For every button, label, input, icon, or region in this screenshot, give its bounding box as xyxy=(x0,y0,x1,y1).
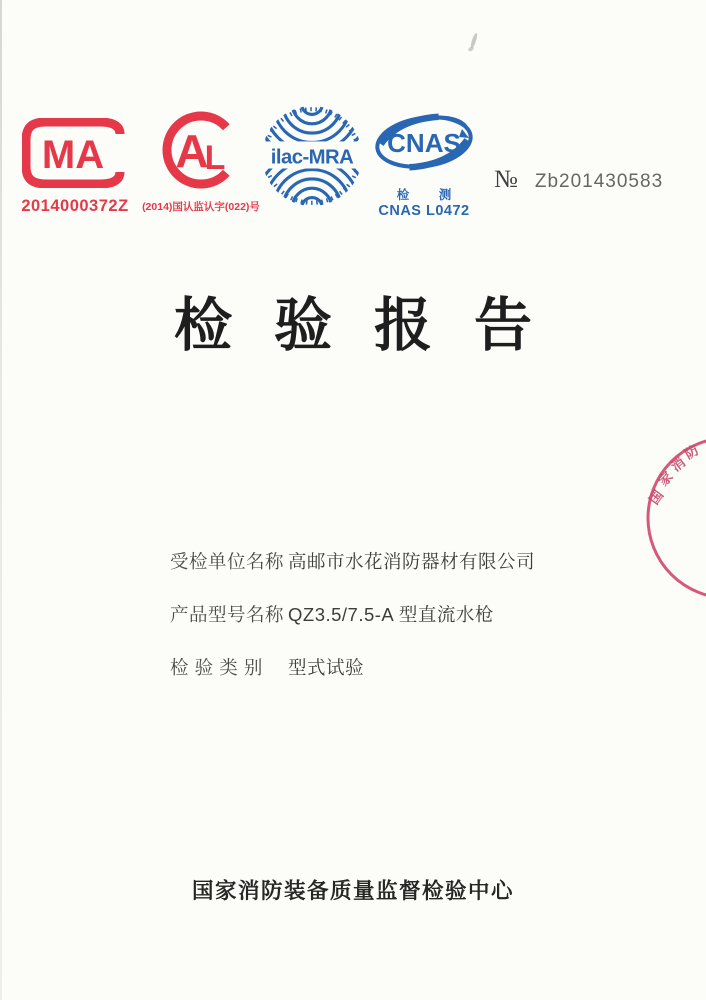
field-label: 产品型号名称 xyxy=(170,604,285,625)
scan-smudge xyxy=(467,46,474,52)
numero-symbol: № xyxy=(494,166,518,193)
seal-char: 防 xyxy=(682,442,702,462)
cma-certification-mark xyxy=(19,118,131,216)
seal-char: 消 xyxy=(668,454,689,475)
ilac-mra-mark xyxy=(258,104,366,208)
field-row-inspected-unit xyxy=(170,548,535,574)
ilac-mra-logo-icon xyxy=(258,104,366,208)
official-seal-icon xyxy=(598,432,706,607)
ilac-mra-label: ilac-MRA xyxy=(270,146,354,169)
cnas-label: CNAS xyxy=(387,128,461,158)
cma-registration-number: 2014000372Z xyxy=(21,197,129,215)
cma-letters: MA xyxy=(41,133,105,177)
al-letter-a: A xyxy=(175,125,209,177)
report-fields xyxy=(170,548,535,680)
field-label: 受检单位名称 xyxy=(170,551,285,572)
cnas-accreditation-number: CNAS L0472 xyxy=(378,203,470,219)
al-certificate-number: (2014)国认监认字(022)号 xyxy=(142,201,260,213)
seal-char: 国 xyxy=(646,487,667,508)
scan-edge-artifact xyxy=(0,0,2,1000)
field-label: 检 验 类 别 xyxy=(170,657,263,678)
al-logo-icon xyxy=(151,108,251,192)
al-letter-l: L xyxy=(204,139,226,177)
field-value: QZ3.5/7.5-A 型直流水枪 xyxy=(288,604,494,625)
field-value: 高邮市水花消防器材有限公司 xyxy=(288,551,536,572)
issuing-organization-name: 国家消防装备质量监督检验中心 xyxy=(191,879,514,903)
field-row-product-model xyxy=(170,601,535,627)
seal-char: 家 xyxy=(655,468,676,489)
report-number xyxy=(494,166,663,194)
cnas-logo-icon xyxy=(372,112,476,174)
field-row-inspection-category xyxy=(170,654,535,680)
field-value: 型式试验 xyxy=(288,657,365,678)
report-title: 检验报告 xyxy=(173,293,574,358)
al-certification-mark xyxy=(139,108,263,214)
cnas-type-label: 检 测 xyxy=(396,188,465,202)
cma-logo-icon xyxy=(22,118,128,188)
report-number-value: Zb201430583 xyxy=(534,171,664,192)
cnas-accreditation-mark xyxy=(366,112,482,219)
